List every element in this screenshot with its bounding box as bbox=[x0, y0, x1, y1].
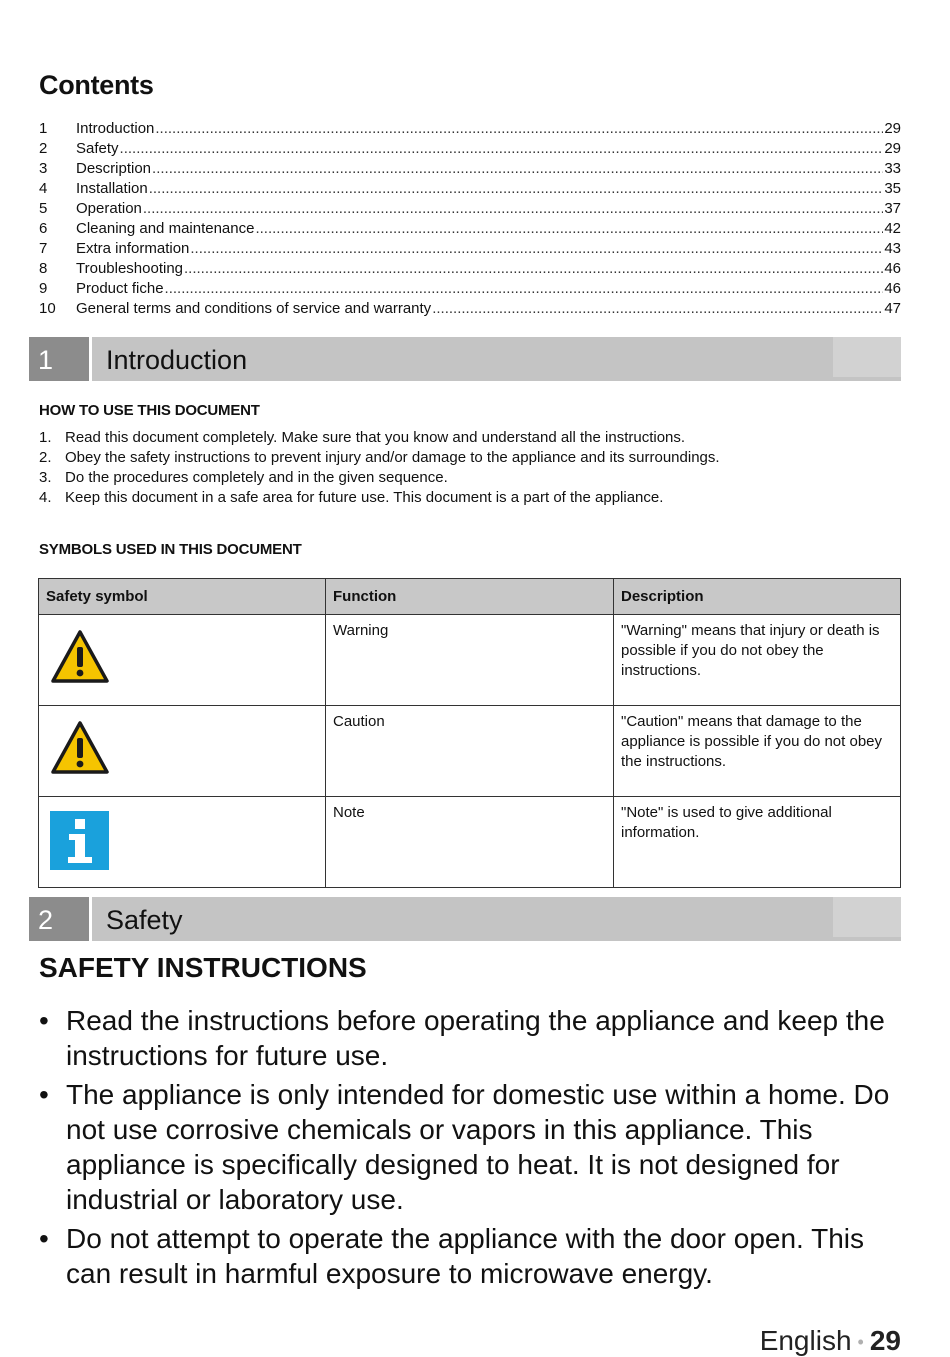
footer-language: English bbox=[759, 1325, 852, 1356]
toc-item-number: 8 bbox=[39, 260, 48, 277]
bullet-text: Do not attempt to operate the appliance with the door open. This can result in harmful exposure to microwave energy. bbox=[66, 1223, 864, 1289]
toc-item-page: 46 bbox=[884, 280, 901, 297]
function-cell: Caution bbox=[326, 706, 614, 797]
function-cell: Note bbox=[326, 797, 614, 888]
safety-instructions-heading: SAFETY INSTRUCTIONS bbox=[39, 952, 367, 983]
list-item bbox=[39, 1221, 909, 1291]
toc-item[interactable] bbox=[39, 160, 901, 180]
toc-item[interactable] bbox=[39, 220, 901, 240]
function-cell: Warning bbox=[326, 615, 614, 706]
bullet-text: Read the instructions before operating the appliance and keep the instructions for future use. bbox=[66, 1005, 885, 1071]
toc-item-title: Introduction bbox=[76, 120, 155, 137]
toc-item-title: Operation bbox=[76, 200, 142, 217]
toc-leader-dots bbox=[120, 140, 884, 157]
toc-item[interactable] bbox=[39, 240, 901, 260]
list-item bbox=[39, 468, 720, 488]
page-number: 29 bbox=[869, 1325, 901, 1356]
toc-item[interactable] bbox=[39, 120, 901, 140]
symbol-cell bbox=[39, 706, 326, 797]
toc-leader-dots bbox=[149, 180, 884, 197]
step-text: Read this document completely. Make sure that you know and understand all the instructions. bbox=[65, 429, 686, 446]
toc-item-title: General terms and conditions of service and warranty bbox=[76, 300, 432, 317]
toc-item-number: 2 bbox=[39, 140, 48, 157]
table-row bbox=[39, 615, 901, 706]
step-text: Obey the safety instructions to prevent injury and/or damage to the appliance and its surroundings. bbox=[65, 449, 720, 466]
section-title: Introduction bbox=[106, 345, 248, 375]
bullet-icon: • bbox=[39, 1079, 49, 1110]
toc-item[interactable] bbox=[39, 200, 901, 220]
toc-item-page: 42 bbox=[884, 220, 901, 237]
step-number: 4. bbox=[39, 489, 52, 506]
toc-leader-dots bbox=[184, 260, 883, 277]
step-text: Do the procedures completely and in the given sequence. bbox=[65, 469, 448, 486]
toc-item-number: 10 bbox=[39, 300, 56, 317]
toc-leader-dots bbox=[155, 120, 883, 137]
toc-leader-dots bbox=[255, 220, 883, 237]
section-bar-endcap bbox=[833, 897, 901, 937]
column-header-function: Function bbox=[326, 579, 614, 615]
toc-item[interactable] bbox=[39, 280, 901, 300]
section-header-safety bbox=[29, 897, 901, 941]
toc-leader-dots bbox=[190, 240, 883, 257]
toc-item-title: Cleaning and maintenance bbox=[76, 220, 255, 237]
page-footer bbox=[760, 1325, 901, 1357]
step-number: 2. bbox=[39, 449, 52, 466]
step-number: 3. bbox=[39, 469, 52, 486]
toc-item-title: Description bbox=[76, 160, 152, 177]
table-row bbox=[39, 797, 901, 888]
toc-item[interactable] bbox=[39, 180, 901, 200]
symbols-table bbox=[38, 578, 901, 888]
how-to-use-heading: HOW TO USE THIS DOCUMENT bbox=[39, 402, 260, 419]
section-bar-endcap bbox=[833, 337, 901, 377]
toc-item-page: 37 bbox=[884, 200, 901, 217]
description-cell: "Warning" means that injury or death is possible if you do not obey the instructions. bbox=[614, 615, 901, 706]
toc-leader-dots bbox=[165, 280, 884, 297]
toc-item-number: 6 bbox=[39, 220, 48, 237]
toc-item-title: Troubleshooting bbox=[76, 260, 184, 277]
toc-item-number: 4 bbox=[39, 180, 48, 197]
section-bar-divider bbox=[89, 897, 92, 941]
toc-item-page: 46 bbox=[884, 260, 901, 277]
how-to-use-steps bbox=[39, 428, 720, 508]
list-item bbox=[39, 448, 720, 468]
warning-triangle-icon bbox=[50, 629, 110, 685]
section-title: Safety bbox=[106, 905, 183, 935]
symbol-cell bbox=[39, 615, 326, 706]
section-number: 1 bbox=[29, 337, 89, 381]
step-number: 1. bbox=[39, 429, 52, 446]
toc-item-title: Extra information bbox=[76, 240, 190, 257]
safety-bullet-list bbox=[39, 1003, 909, 1295]
toc-item[interactable] bbox=[39, 260, 901, 280]
toc-item-page: 33 bbox=[884, 160, 901, 177]
list-item bbox=[39, 1003, 909, 1073]
section-number: 2 bbox=[29, 897, 89, 941]
description-cell: "Caution" means that damage to the appliance is possible if you do not obey the instructions. bbox=[614, 706, 901, 797]
toc-item-number: 3 bbox=[39, 160, 48, 177]
section-header-introduction bbox=[29, 337, 901, 381]
toc-item-title: Product fiche bbox=[76, 280, 164, 297]
list-item bbox=[39, 488, 720, 508]
toc-item[interactable] bbox=[39, 300, 901, 320]
toc-item[interactable] bbox=[39, 140, 901, 160]
toc-item-page: 35 bbox=[884, 180, 901, 197]
toc-item-page: 43 bbox=[884, 240, 901, 257]
toc-leader-dots bbox=[152, 160, 883, 177]
info-icon bbox=[50, 811, 110, 867]
table-of-contents bbox=[39, 120, 901, 320]
contents-title: Contents bbox=[39, 70, 154, 100]
toc-leader-dots bbox=[143, 200, 883, 217]
toc-leader-dots bbox=[432, 300, 883, 317]
column-header-safety-symbol: Safety symbol bbox=[39, 579, 326, 615]
step-text: Keep this document in a safe area for future use. This document is a part of the appliance. bbox=[65, 489, 664, 506]
bullet-text: The appliance is only intended for domestic use within a home. Do not use corrosive chemicals or vapors in this appliance. This appliance is specifically designed to heat. It is not designed for industrial or laboratory use. bbox=[66, 1079, 890, 1215]
footer-separator: • bbox=[857, 1332, 864, 1353]
toc-item-number: 9 bbox=[39, 280, 48, 297]
bullet-icon: • bbox=[39, 1005, 49, 1036]
table-row bbox=[39, 706, 901, 797]
symbol-cell bbox=[39, 797, 326, 888]
section-bar-divider bbox=[89, 337, 92, 381]
caution-triangle-icon bbox=[50, 720, 110, 776]
column-header-description: Description bbox=[614, 579, 901, 615]
toc-item-number: 1 bbox=[39, 120, 48, 137]
description-cell: "Note" is used to give additional information. bbox=[614, 797, 901, 888]
table-header-row bbox=[39, 579, 901, 615]
toc-item-title: Safety bbox=[76, 140, 119, 157]
bullet-icon: • bbox=[39, 1223, 49, 1254]
symbols-heading: SYMBOLS USED IN THIS DOCUMENT bbox=[39, 541, 302, 558]
toc-item-number: 7 bbox=[39, 240, 48, 257]
toc-item-page: 29 bbox=[884, 120, 901, 137]
list-item bbox=[39, 1077, 909, 1217]
list-item bbox=[39, 428, 720, 448]
toc-item-title: Installation bbox=[76, 180, 148, 197]
toc-item-number: 5 bbox=[39, 200, 48, 217]
toc-item-page: 29 bbox=[884, 140, 901, 157]
toc-item-page: 47 bbox=[884, 300, 901, 317]
